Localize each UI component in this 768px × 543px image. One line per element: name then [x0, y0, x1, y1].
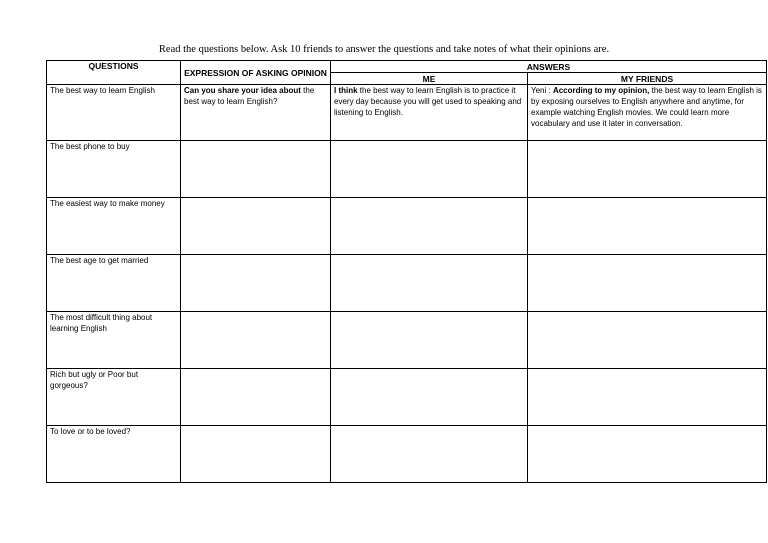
expression-cell[interactable] [181, 198, 331, 255]
question-cell: The best phone to buy [47, 141, 181, 198]
friends-answer-cell[interactable] [528, 426, 767, 483]
instruction-text: Read the questions below. Ask 10 friends to answer the questions and take notes of what their opinions are. [158, 44, 610, 55]
me-answer-cell [331, 85, 528, 141]
question-cell: To love or to be loved? [47, 426, 181, 483]
expression-cell[interactable] [181, 426, 331, 483]
expression-cell[interactable] [181, 255, 331, 312]
me-answer-cell[interactable] [331, 312, 528, 369]
expression-cell[interactable] [181, 141, 331, 198]
expression-rest: the best way to learn English? [184, 86, 315, 106]
header-me: ME [331, 73, 528, 85]
friends-answer-cell[interactable] [528, 312, 767, 369]
question-cell: The best way to learn English [47, 85, 181, 141]
question-cell: The easiest way to make money [47, 198, 181, 255]
question-cell: Rich but ugly or Poor but gorgeous? [47, 369, 181, 426]
me-answer-cell[interactable] [331, 426, 528, 483]
question-cell: The best age to get married [47, 255, 181, 312]
friends-answer-cell[interactable] [528, 198, 767, 255]
friends-answer-cell[interactable] [528, 141, 767, 198]
me-rest: the best way to learn English is to practice it every day because you will get used to speaking and listening to English. [334, 86, 522, 117]
friend-prefix: Yeni : [531, 86, 553, 95]
expression-cell[interactable] [181, 312, 331, 369]
question-cell: The most difficult thing about learning English [47, 312, 181, 369]
me-answer-cell[interactable] [331, 255, 528, 312]
table-row [47, 312, 767, 369]
table-row [47, 198, 767, 255]
table-row [47, 255, 767, 312]
me-answer-cell[interactable] [331, 141, 528, 198]
table-row [47, 85, 767, 141]
friend-rest: the best way to learn English is by exposing ourselves to English anywhere and anytime, for example watching English movies. We could learn more vocabulary and use it later in conversation. [531, 86, 762, 128]
table-row [47, 426, 767, 483]
header-questions: QUESTIONS [47, 61, 181, 85]
expression-cell [181, 85, 331, 141]
friends-answer-cell[interactable] [528, 369, 767, 426]
expression-bold: Can you share your idea about [184, 86, 301, 95]
me-answer-cell[interactable] [331, 369, 528, 426]
me-bold: I think [334, 86, 358, 95]
header-my-friends: MY FRIENDS [528, 73, 767, 85]
table-row [47, 369, 767, 426]
friends-answer-cell [528, 85, 767, 141]
worksheet-table [46, 60, 767, 483]
header-expression: EXPRESSION OF ASKING OPINION [181, 61, 331, 85]
friend-bold: According to my opinion, [552, 86, 650, 95]
friends-answer-cell[interactable] [528, 255, 767, 312]
header-answers: ANSWERS [331, 61, 767, 73]
me-answer-cell[interactable] [331, 198, 528, 255]
expression-cell[interactable] [181, 369, 331, 426]
table-row [47, 141, 767, 198]
